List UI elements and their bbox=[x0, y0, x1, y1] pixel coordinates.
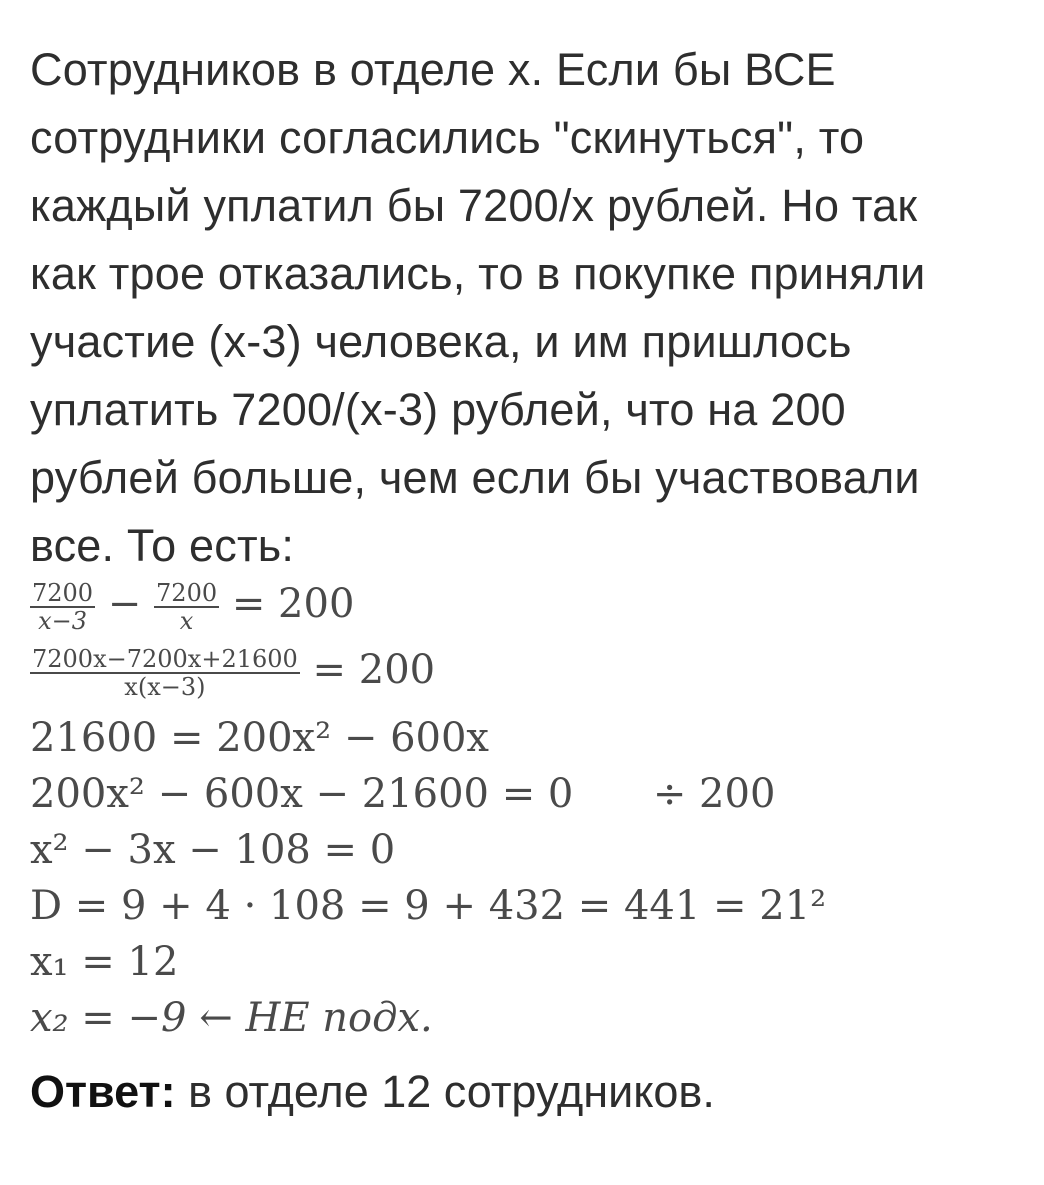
rhs: = 200 bbox=[312, 647, 436, 693]
text-line: все. То есть: bbox=[30, 520, 295, 571]
solution-text bbox=[30, 36, 1030, 580]
equation-7-root1: x₁ = 12 bbox=[30, 939, 179, 985]
denominator: x(x−3) bbox=[124, 673, 206, 701]
minus-sign: − bbox=[107, 581, 142, 627]
equation-3: 21600 = 200x² − 600x bbox=[30, 715, 489, 761]
equation-8-root2: x₂ = −9 ← НЕ подх. bbox=[30, 995, 433, 1041]
text-line: Сотрудников в отделе х. Если бы ВСЕ bbox=[30, 44, 836, 95]
fraction bbox=[154, 580, 219, 634]
denominator: x−3 bbox=[38, 607, 87, 635]
fraction bbox=[30, 646, 300, 700]
text-line: рублей больше, чем если бы участвовали bbox=[30, 452, 920, 503]
rhs: = 200 bbox=[231, 581, 355, 627]
equation-5: x² − 3x − 108 = 0 bbox=[30, 827, 396, 873]
numerator: 7200 bbox=[32, 579, 94, 607]
text-line: уплатить 7200/(х-3) рублей, что на 200 bbox=[30, 384, 846, 435]
equation-6-discriminant: D = 9 + 4 · 108 = 9 + 432 = 441 = 21² bbox=[30, 883, 827, 929]
numerator: 7200x−7200x+21600 bbox=[32, 645, 298, 673]
denominator: x bbox=[179, 607, 194, 635]
text-line: как трое отказались, то в покупке приняли bbox=[30, 248, 926, 299]
text-line: сотрудники согласились "скинуться", то bbox=[30, 112, 865, 163]
answer-label: Ответ: bbox=[30, 1066, 176, 1117]
text-line: участие (х-3) человека, и им пришлось bbox=[30, 316, 852, 367]
division-note: ÷ 200 bbox=[652, 771, 776, 817]
equation-lhs: 200x² − 600x − 21600 = 0 bbox=[30, 771, 574, 817]
equation-1 bbox=[30, 580, 354, 634]
text-line: каждый уплатил бы 7200/х рублей. Но так bbox=[30, 180, 918, 231]
equation-2 bbox=[30, 646, 435, 700]
equation-4 bbox=[30, 772, 775, 816]
fraction bbox=[30, 580, 95, 634]
numerator: 7200 bbox=[156, 579, 218, 607]
answer bbox=[30, 1062, 715, 1122]
answer-text: в отделе 12 сотрудников. bbox=[175, 1066, 715, 1117]
